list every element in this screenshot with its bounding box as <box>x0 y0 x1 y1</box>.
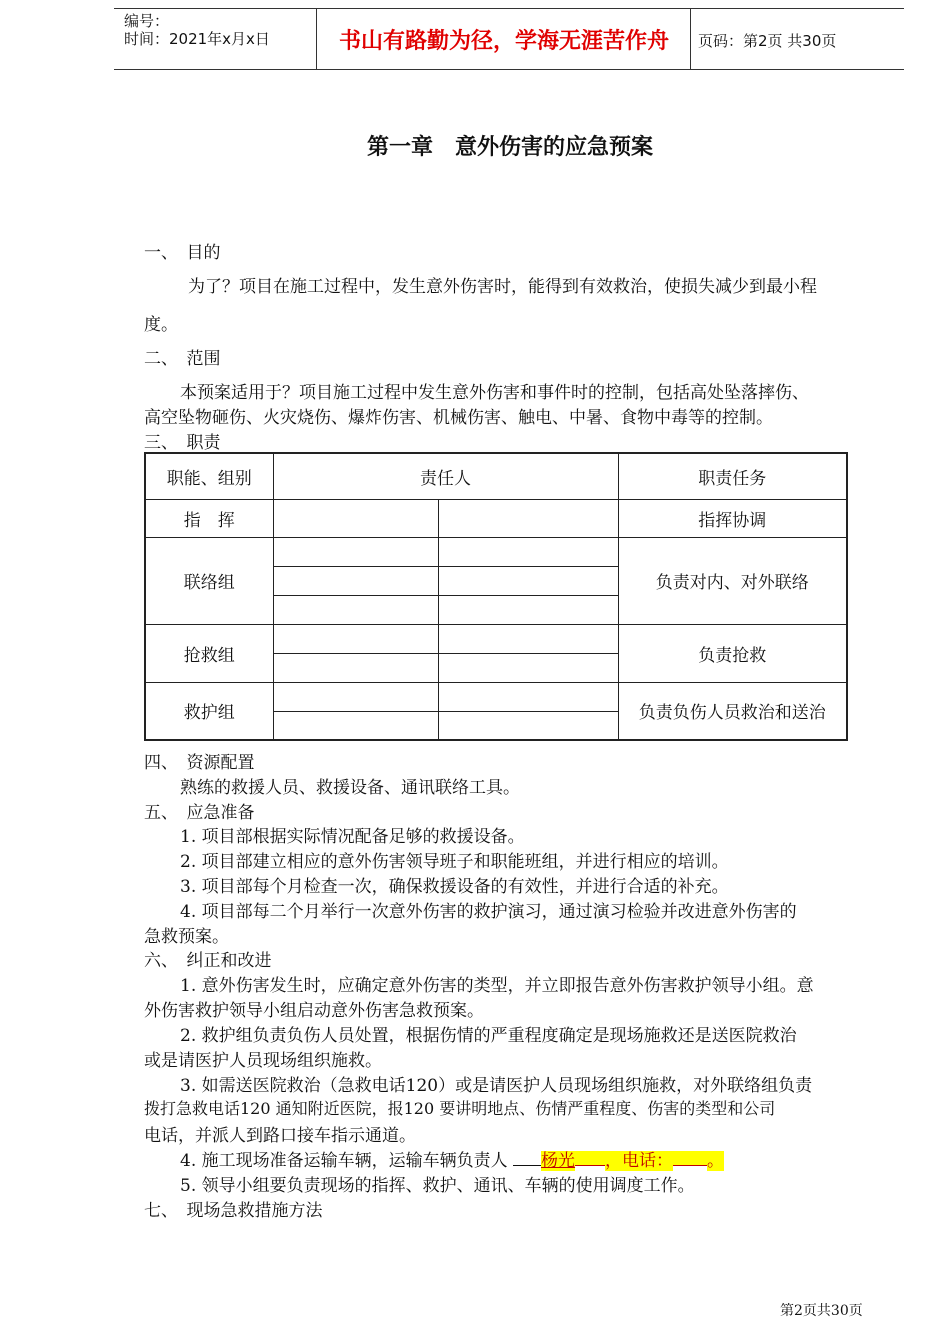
header-time-label: 时间：2021年x月x日 <box>124 30 270 48</box>
table-header-task: 职责任务 <box>618 453 847 499</box>
phone-blank-underline <box>673 1151 707 1166</box>
table-cell-person <box>438 653 618 682</box>
duty-table <box>144 452 848 741</box>
section-1-para-line2: 度。 <box>144 315 178 335</box>
section-6-item-2-line1: 2. 救护组负责负伤人员处置，根据伤情的严重程度确定是现场施救还是送医院救治 <box>180 1026 797 1046</box>
section-6-item-2-line2: 或是请医护人员现场组织施救。 <box>144 1051 382 1071</box>
header-top-rule <box>114 8 904 9</box>
table-row-task: 负责负伤人员救治和送治 <box>618 682 847 740</box>
table-header-role: 职能、组别 <box>145 453 273 499</box>
blank-underline <box>513 1151 541 1166</box>
header-divider-right <box>690 8 691 70</box>
table-cell-person <box>438 682 618 711</box>
table-cell-person <box>438 595 618 624</box>
section-4-para: 熟练的救援人员、救援设备、通讯联络工具。 <box>180 778 520 798</box>
table-cell-person <box>273 566 438 595</box>
section-2-heading: 二、 范围 <box>144 349 221 369</box>
table-cell-person <box>438 537 618 566</box>
table-cell-person <box>438 499 618 537</box>
section-4-heading: 四、 资源配置 <box>144 753 255 773</box>
table-header-person: 责任人 <box>273 453 618 499</box>
header-motto: 书山有路勤为径，学海无涯苦作舟 <box>338 29 669 54</box>
section-5-item-4-line1: 4. 项目部每二个月举行一次意外伤害的救护演习，通过演习检验并改进意外伤害的 <box>180 902 797 922</box>
section-5-item-4-line2: 急救预案。 <box>144 927 229 947</box>
section-2-para-line1: 本预案适用于？项目施工过程中发生意外伤害和事件时的控制，包括高处坠落摔伤、 <box>180 383 809 403</box>
header-meta <box>124 12 270 48</box>
header-bottom-rule <box>114 69 904 70</box>
table-cell-person <box>273 711 438 740</box>
section-2-para-line2: 高空坠物砸伤、火灾烧伤、爆炸伤害、机械伤害、触电、中暑、食物中毒等的控制。 <box>144 408 773 428</box>
section-5-item-1: 1. 项目部根据实际情况配备足够的救援设备。 <box>180 827 525 847</box>
table-row-task: 指挥协调 <box>618 499 847 537</box>
table-cell-person <box>273 537 438 566</box>
section-6-item-3-line3: 电话，并派人到路口接车指示通道。 <box>144 1126 416 1146</box>
table-row-role: 抢救组 <box>145 624 273 682</box>
table-cell-person <box>273 595 438 624</box>
chapter-title: 第一章 意外伤害的应急预案 <box>366 135 653 160</box>
table-cell-person <box>273 682 438 711</box>
vehicle-contact-end: 。 <box>707 1151 725 1171</box>
table-row-role: 联络组 <box>145 537 273 624</box>
table-row-task: 负责抢救 <box>618 624 847 682</box>
section-1-para-line1: 为了？项目在施工过程中，发生意外伤害时，能得到有效救治，使损失减少到最小程 <box>188 277 817 297</box>
section-3-heading: 三、 职责 <box>144 433 221 453</box>
section-6-heading: 六、 纠正和改进 <box>144 951 272 971</box>
page-footer: 第2页共30页 <box>780 1303 863 1319</box>
header-number-label: 编号： <box>124 12 170 30</box>
section-6-item-1-line2: 外伤害救护领导小组启动意外伤害急救预案。 <box>144 1001 484 1021</box>
table-row-role: 指 挥 <box>145 499 273 537</box>
section-7-heading: 七、 现场急救措施方法 <box>144 1201 323 1221</box>
header-page-info: 页码：第2页 共30页 <box>698 32 837 50</box>
section-6-item-3-line1: 3. 如需送医院救治（急救电话120）或是请医护人员现场组织施救，对外联络组负责 <box>180 1076 813 1096</box>
table-cell-person <box>438 624 618 653</box>
section-6-item-4-text: 4. 施工现场准备运输车辆，运输车辆负责人 <box>180 1151 514 1171</box>
table-cell-person <box>438 566 618 595</box>
table-cell-person <box>438 711 618 740</box>
section-5-heading: 五、 应急准备 <box>144 803 255 823</box>
table-cell-person <box>273 653 438 682</box>
table-cell-person <box>273 624 438 653</box>
blank-underline <box>575 1151 605 1166</box>
section-5-item-2: 2. 项目部建立相应的意外伤害领导班子和职能班组，并进行相应的培训。 <box>180 852 729 872</box>
table-row-task: 负责对内、对外联络 <box>618 537 847 624</box>
section-5-item-3: 3. 项目部每个月检查一次，确保救援设备的有效性，并进行合适的补充。 <box>180 877 729 897</box>
section-1-heading: 一、 目的 <box>144 243 221 263</box>
section-6-item-4 <box>180 1146 724 1171</box>
vehicle-contact-phone-label: ，电话： <box>605 1151 674 1171</box>
table-row-role: 救护组 <box>145 682 273 740</box>
header-divider-left <box>316 8 317 70</box>
section-6-item-5: 5. 领导小组要负责现场的指挥、救护、通讯、车辆的使用调度工作。 <box>180 1176 695 1196</box>
table-cell-person <box>273 499 438 537</box>
section-6-item-3-line2: 拨打急救电话120 通知附近医院，报120 要讲明地点、伤情严重程度、伤害的类型和公司 <box>144 1099 776 1118</box>
section-6-item-1-line1: 1. 意外伤害发生时，应确定意外伤害的类型，并立即报告意外伤害救护领导小组。意 <box>180 976 814 996</box>
vehicle-contact-name: 杨光 <box>541 1151 576 1171</box>
